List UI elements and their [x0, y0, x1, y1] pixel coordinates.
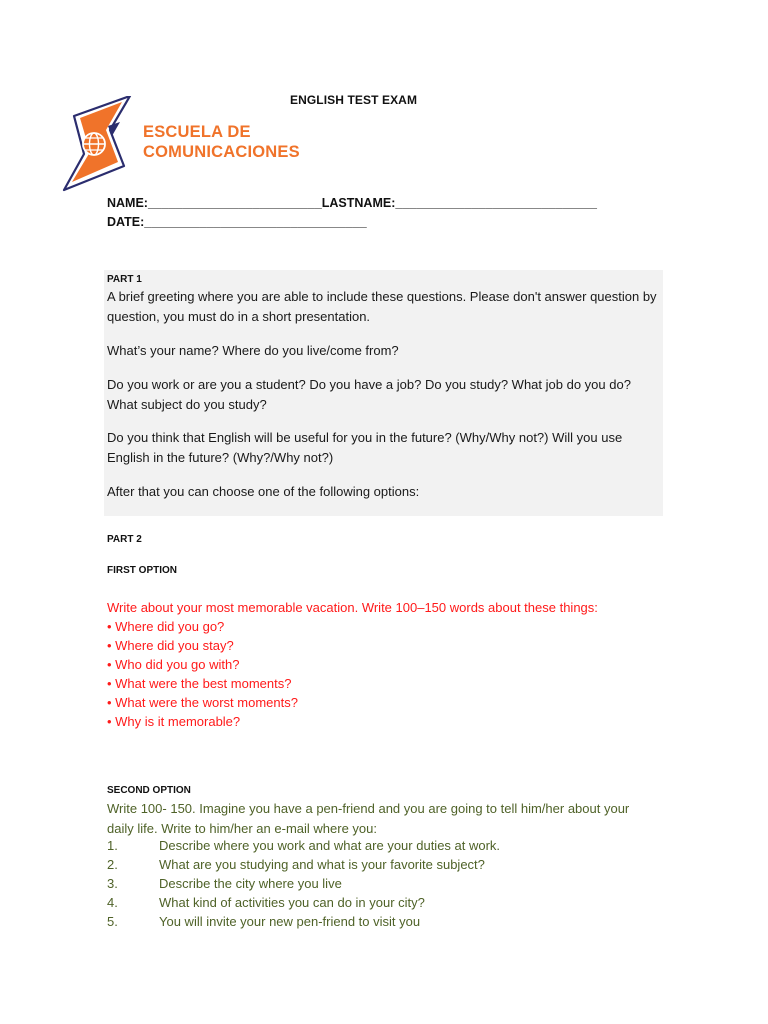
- first-option-list: [107, 617, 298, 731]
- list-number: 3.: [107, 876, 118, 891]
- list-item: [107, 874, 500, 893]
- second-option-heading: SECOND OPTION: [107, 785, 191, 796]
- first-option-heading: FIRST OPTION: [107, 565, 177, 576]
- date-field[interactable]: DATE:________________________________: [107, 215, 367, 229]
- name-lastname-field[interactable]: NAME:_________________________LASTNAME:_____________________________: [107, 196, 597, 210]
- list-number: 5.: [107, 914, 118, 929]
- logo-line-2: COMUNICACIONES: [143, 143, 300, 161]
- part1-paragraph: Do you work or are you a student? Do you have a job? Do you study? What job do you do? What subject do you study?: [107, 377, 631, 412]
- logo-emblem-icon: [62, 96, 134, 192]
- logo-line-1: ESCUELA DE: [143, 123, 251, 141]
- list-text: What kind of activities you can do in your city?: [159, 895, 425, 910]
- list-text: You will invite your new pen-friend to visit you: [159, 914, 421, 929]
- list-item: [107, 836, 500, 855]
- list-item: • Where did you go?: [107, 619, 225, 634]
- school-logo: [62, 96, 300, 192]
- list-item: • Where did you stay?: [107, 638, 234, 653]
- list-item: • What were the worst moments?: [107, 695, 298, 710]
- list-item: • Why is it memorable?: [107, 714, 241, 729]
- list-item: • What were the best moments?: [107, 676, 292, 691]
- first-option-intro: Write about your most memorable vacation. Write 100–150 words about these things:: [107, 600, 598, 615]
- logo-wordmark: [143, 122, 300, 162]
- list-number: 2.: [107, 857, 118, 872]
- part1-paragraph: Do you think that English will be useful for you in the future? (Why/Why not?) Will you use English in the future? (Why?/Why not?): [107, 430, 623, 465]
- second-option-list: [107, 836, 500, 931]
- second-option-intro: Write 100- 150. Imagine you have a pen-friend and you are going to tell him/her about your daily life. Write to him/her an e-mail where you:: [107, 801, 630, 836]
- part1-paragraph: After that you can choose one of the following options:: [107, 484, 420, 499]
- list-item: [107, 893, 500, 912]
- list-text: Describe the city where you live: [159, 876, 342, 891]
- list-number: 1.: [107, 838, 118, 853]
- list-item: [107, 855, 500, 874]
- part1-heading: PART 1: [107, 274, 142, 285]
- list-item: • Who did you go with?: [107, 657, 240, 672]
- list-text: What are you studying and what is your favorite subject?: [159, 857, 485, 872]
- list-text: Describe where you work and what are your duties at work.: [159, 838, 501, 853]
- part1-paragraph: What’s your name? Where do you live/come from?: [107, 343, 399, 358]
- part2-heading: PART 2: [107, 534, 142, 545]
- part1-paragraph: A brief greeting where you are able to include these questions. Please don't answer question by question, you must do in a short presentation.: [107, 289, 657, 324]
- list-item: [107, 912, 500, 931]
- page-title: ENGLISH TEST EXAM: [290, 93, 418, 107]
- list-number: 4.: [107, 895, 118, 910]
